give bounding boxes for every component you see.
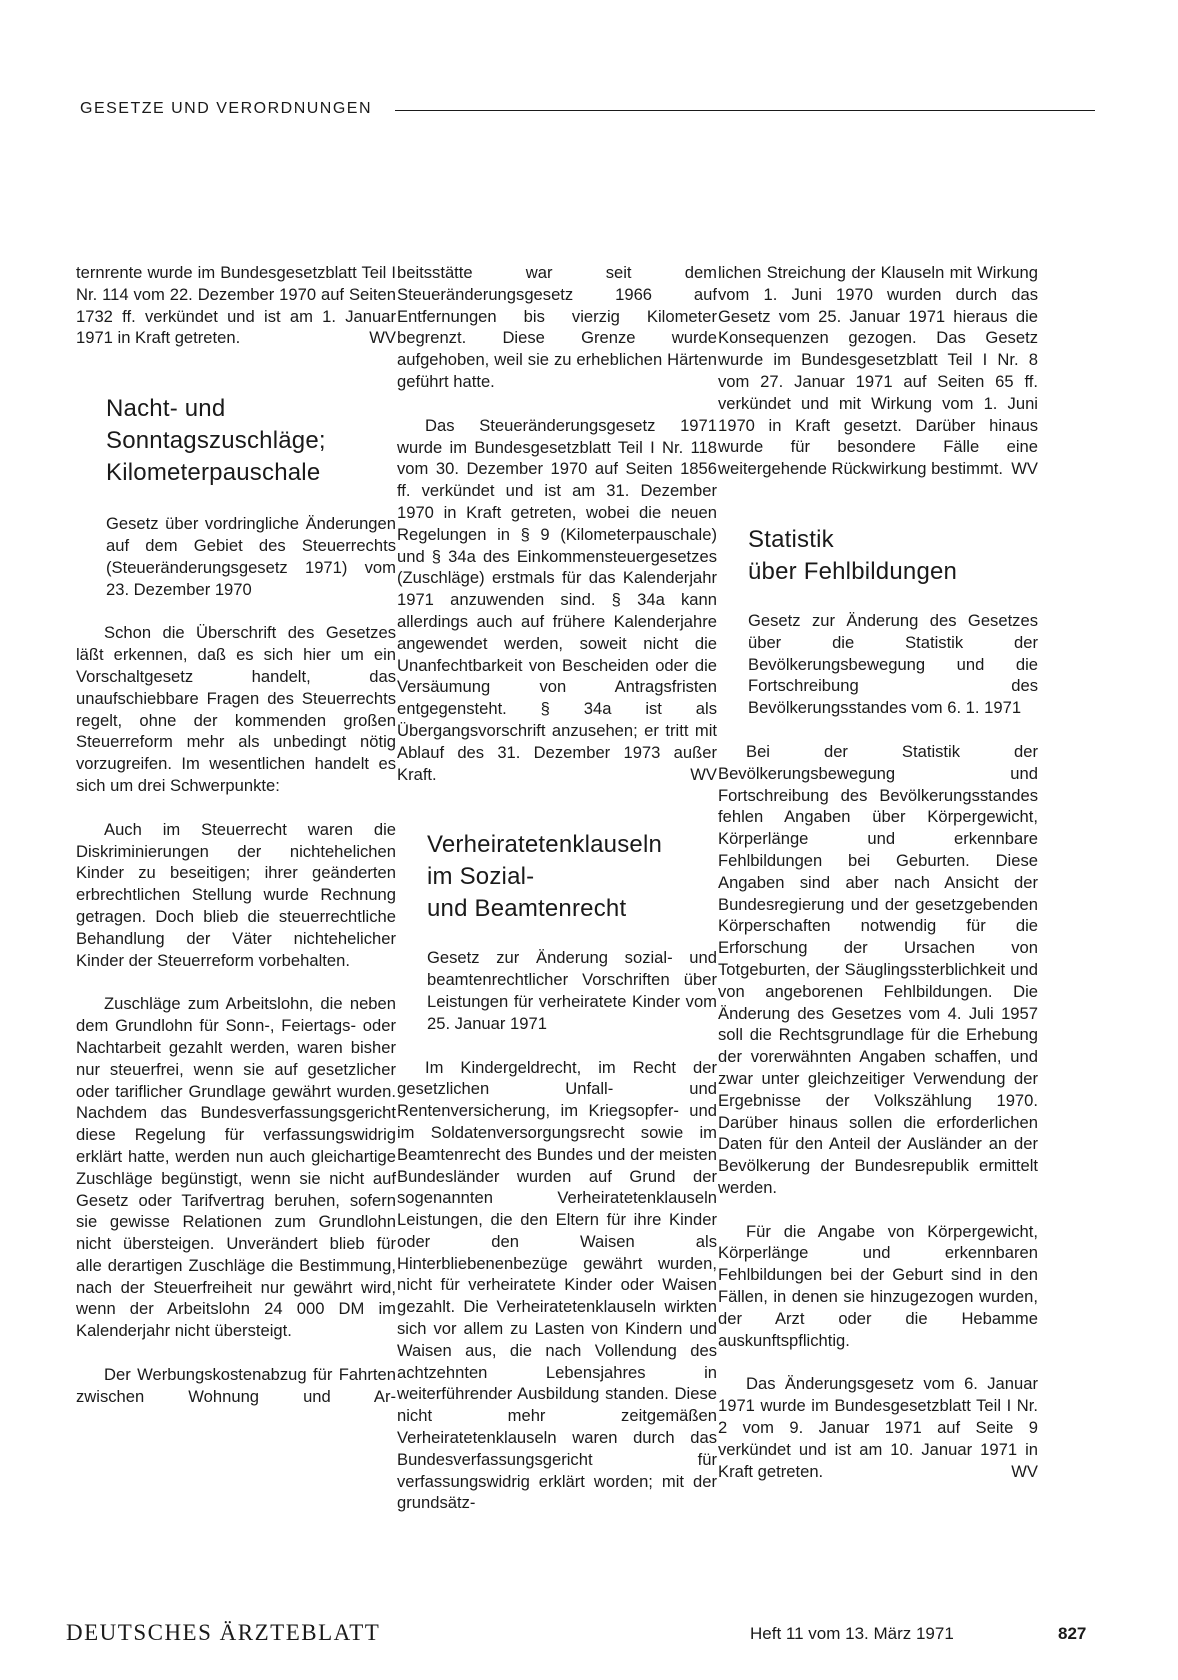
article-paragraph: Auch im Steuerrecht waren die Diskriminierungen der nichtehelichen Kinder zu beseitigen; ihrer geänderten erbrechtlichen Stellung wurde Rechnung getragen. Doch blieb die steuerrechtliche Behandlung der Väter nichtehelicher Kinder der Steuerreform vorbehalten. [76, 819, 396, 970]
article-paragraph: Schon die Überschrift des Gesetzes läßt erkennen, daß es sich hier um ein Vorschaltgesetz handelt, das unaufschiebbare Fragen des Steuerrechts regelt, ohne der kommenden großen Steuerreform mehr als unbedingt nötig vorzugreifen. Im wesentlichen handelt es sich um drei Schwerpunkte: [76, 623, 396, 795]
heading-line: und Beamtenrecht [427, 895, 627, 923]
heading-line: Sonntagszuschläge; [106, 427, 326, 455]
article-continued-paragraph [718, 262, 1038, 480]
article-lead: Gesetz zur Änderung sozial- und beamtenrechtlicher Vorschriften über Leistungen für verheiratete Kinder vom 25. Januar 1971 [427, 948, 717, 1033]
article-paragraph [397, 415, 717, 786]
article-lead: Gesetz zur Änderung des Gesetzes über die Statistik der Bevölkerungsbewegung und die Fortschreibung des Bevölkerungsstandes vom 6. 1. 1971 [748, 610, 1038, 718]
column-3 [718, 262, 1038, 1482]
article-heading-statistik [718, 524, 1038, 588]
heading-line: Verheiratetenklauseln [427, 831, 663, 859]
article-continued-paragraph [76, 262, 396, 349]
publication-name: DEUTSCHES ÄRZTEBLATT [66, 1620, 381, 1645]
paragraph-text: lichen Streichung der Klauseln mit Wirkung vom 1. Juni 1970 wurden durch das Gesetz vom 25. Januar 1971 hieraus die Konsequenzen gezogen. Das Gesetz wurde im Bundesgesetzblatt Teil I Nr. 8 vom 27. Januar 1971 auf Seiten 65 ff. verkündet und mit Wirkung vom 1. Juni 1970 in Kraft gesetzt. Darüber hinaus wurde für besondere Fälle eine weitergehende Rückwirkung bestimmt. [718, 263, 1038, 479]
article-paragraph [718, 1373, 1038, 1482]
paragraph-text: Das Änderungsgesetz vom 6. Januar 1971 wurde im Bundesgesetzblatt Teil I Nr. 2 vom 9. Januar 1971 auf Seite 9 verkündet und ist am 10. Januar 1971 in Kraft getreten. [718, 1374, 1038, 1481]
heading-line: Nacht- und [106, 395, 226, 423]
section-label: GESETZE UND VERORDNUNGEN [80, 100, 373, 117]
heading-line: über Fehlbildungen [748, 557, 958, 585]
paragraph-text: Das Steueränderungsgesetz 1971 wurde im Bundesgesetzblatt Teil I Nr. 118 vom 30. Dezember 1970 auf Seiten 1856 ff. verkündet und ist am 31. Dezember 1970 in Kraft getreten, wobei die neuen Regelungen in § 9 (Kilometerpauschale) und § 34a des Einkommensteuergesetzes (Zuschläge) erstmals für das Kalenderjahr 1971 anzuwenden sind. § 34a kann allerdings auch auf frühere Kalenderjahre angewendet werden, soweit nicht die Unanfechtbarkeit von Bescheiden oder die Versäumung von Antragsfristen entgegensteht. § 34a ist als Übergangsvorschrift anzusehen; er tritt mit Ablauf des 31. Dezember 1973 außer Kraft. [397, 415, 717, 784]
article-lead: Gesetz über vordringliche Änderungen auf dem Gebiet des Steuerrechts (Steueränderungsgesetz 1971) vom 23. Dezember 1970 [106, 514, 396, 599]
article-continued-paragraph: beitsstätte war seit dem Steueränderungsgesetz 1966 auf Entfernungen bis vierzig Kilometer begrenzt. Diese Grenze wurde aufgehoben, weil sie zu erheblichen Härten geführt hatte. [397, 263, 717, 391]
article-paragraph: Der Werbungskostenabzug für Fahrten zwischen Wohnung und Ar- [76, 1365, 396, 1406]
article-heading-nachtzuschlaege [76, 393, 396, 489]
heading-line: Statistik [748, 525, 834, 553]
issue-info: Heft 11 vom 13. März 1971 [750, 1624, 954, 1643]
page-number: 827 [1058, 1624, 1087, 1643]
column-1 [76, 262, 396, 1408]
heading-line: im Sozial- [427, 863, 535, 891]
section-rule [395, 110, 1095, 111]
article-paragraph: Im Kindergeldrecht, im Recht der gesetzlichen Unfall- und Rentenversicherung, im Kriegsopfer- und im Soldatenversorgungsrecht sowie im Beamtenrecht des Bundes und der meisten Bundesländer wurden auf Grund der sogenannten Verheiratetenklauseln Leistungen, die den Eltern für ihre Kinder oder den Waisen als Hinterbliebenenbezüge gewährt wurden, nicht für verheiratete Kinder oder Waisen gezahlt. Die Verheiratetenklauseln wirkten sich vor allem zu Lasten von Kindern und Waisen aus, die nach Vollendung des achtzehnten Lebensjahres in weiterführender Ausbildung standen. Diese nicht mehr zeitgemäßen Verheiratetenklauseln waren durch das Bundesverfassungsgericht für verfassungswidrig erklärt worden; mit der grundsätz- [397, 1057, 717, 1513]
heading-line: Kilometerpauschale [106, 459, 321, 487]
article-paragraph: Bei der Statistik der Bevölkerungsbewegung und Fortschreibung des Bevölkerungsstandes fehlen Angaben über Körpergewicht, Körperlänge und erkennbare Fehlbildungen bei Geburten. Diese Angaben sind aber nach Ansicht der Bundesregierung und der gesetzgebenden Körperschaften notwendig für die Erforschung der Ursachen von Totgeburten, der Säuglingssterblichkeit und von angeborenen Fehlbildungen. Die Änderung des Gesetzes vom 4. Juli 1957 soll die Rechtsgrundlage für die Erhebung der vorerwähnten Angaben schaffen, und zwar unter gleichzeitiger Verwendung der Ergebnisse der Volkszählung 1970. Darüber hinaus sollen die erforderlichen Daten für den Anteil der Ausländer an der Bevölkerung der Bundesrepublik ermittelt werden. [718, 741, 1038, 1197]
author-signature: WV [1011, 459, 1038, 479]
article-heading-verheiratetenklauseln [397, 829, 717, 925]
column-2 [397, 262, 717, 1514]
author-signature: WV [369, 328, 396, 348]
author-signature: WV [1011, 1461, 1038, 1481]
author-signature: WV [690, 764, 717, 784]
article-paragraph: Zuschläge zum Arbeitslohn, die neben dem Grundlohn für Sonn-, Feiertags- oder Nachtarbeit gezahlt werden, waren bisher nur steuerfrei, wenn sie auf gesetzlicher oder tariflicher Grundlage gewährt wurden. Nachdem das Bundesverfassungsgericht diese Regelung für verfassungswidrig erklärt hatte, werden nun auch gleichartige Zuschläge begünstigt, wenn sie nicht auf Gesetz oder Tarifvertrag beruhen, sofern sie gewisse Relationen zum Grundlohn nicht übersteigen. Unverändert blieb für alle derartigen Zuschläge die Bestimmung, nach der Steuerfreiheit nur gewährt wird, wenn der Arbeitslohn 24 000 DM im Kalenderjahr nicht übersteigt. [76, 994, 396, 1341]
article-paragraph: Für die Angabe von Körpergewicht, Körperlänge und erkennbaren Fehlbildungen bei der Geburt sind in den Fällen, in denen sie hinzugezogen wurden, der Arzt oder die Hebamme auskunftspflichtig. [718, 1221, 1038, 1350]
paragraph-text: ternrente wurde im Bundesgesetzblatt Teil I Nr. 114 vom 22. Dezember 1970 auf Seiten 1732 ff. verkündet und ist am 1. Januar 1971 in Kraft getreten. [76, 263, 396, 348]
